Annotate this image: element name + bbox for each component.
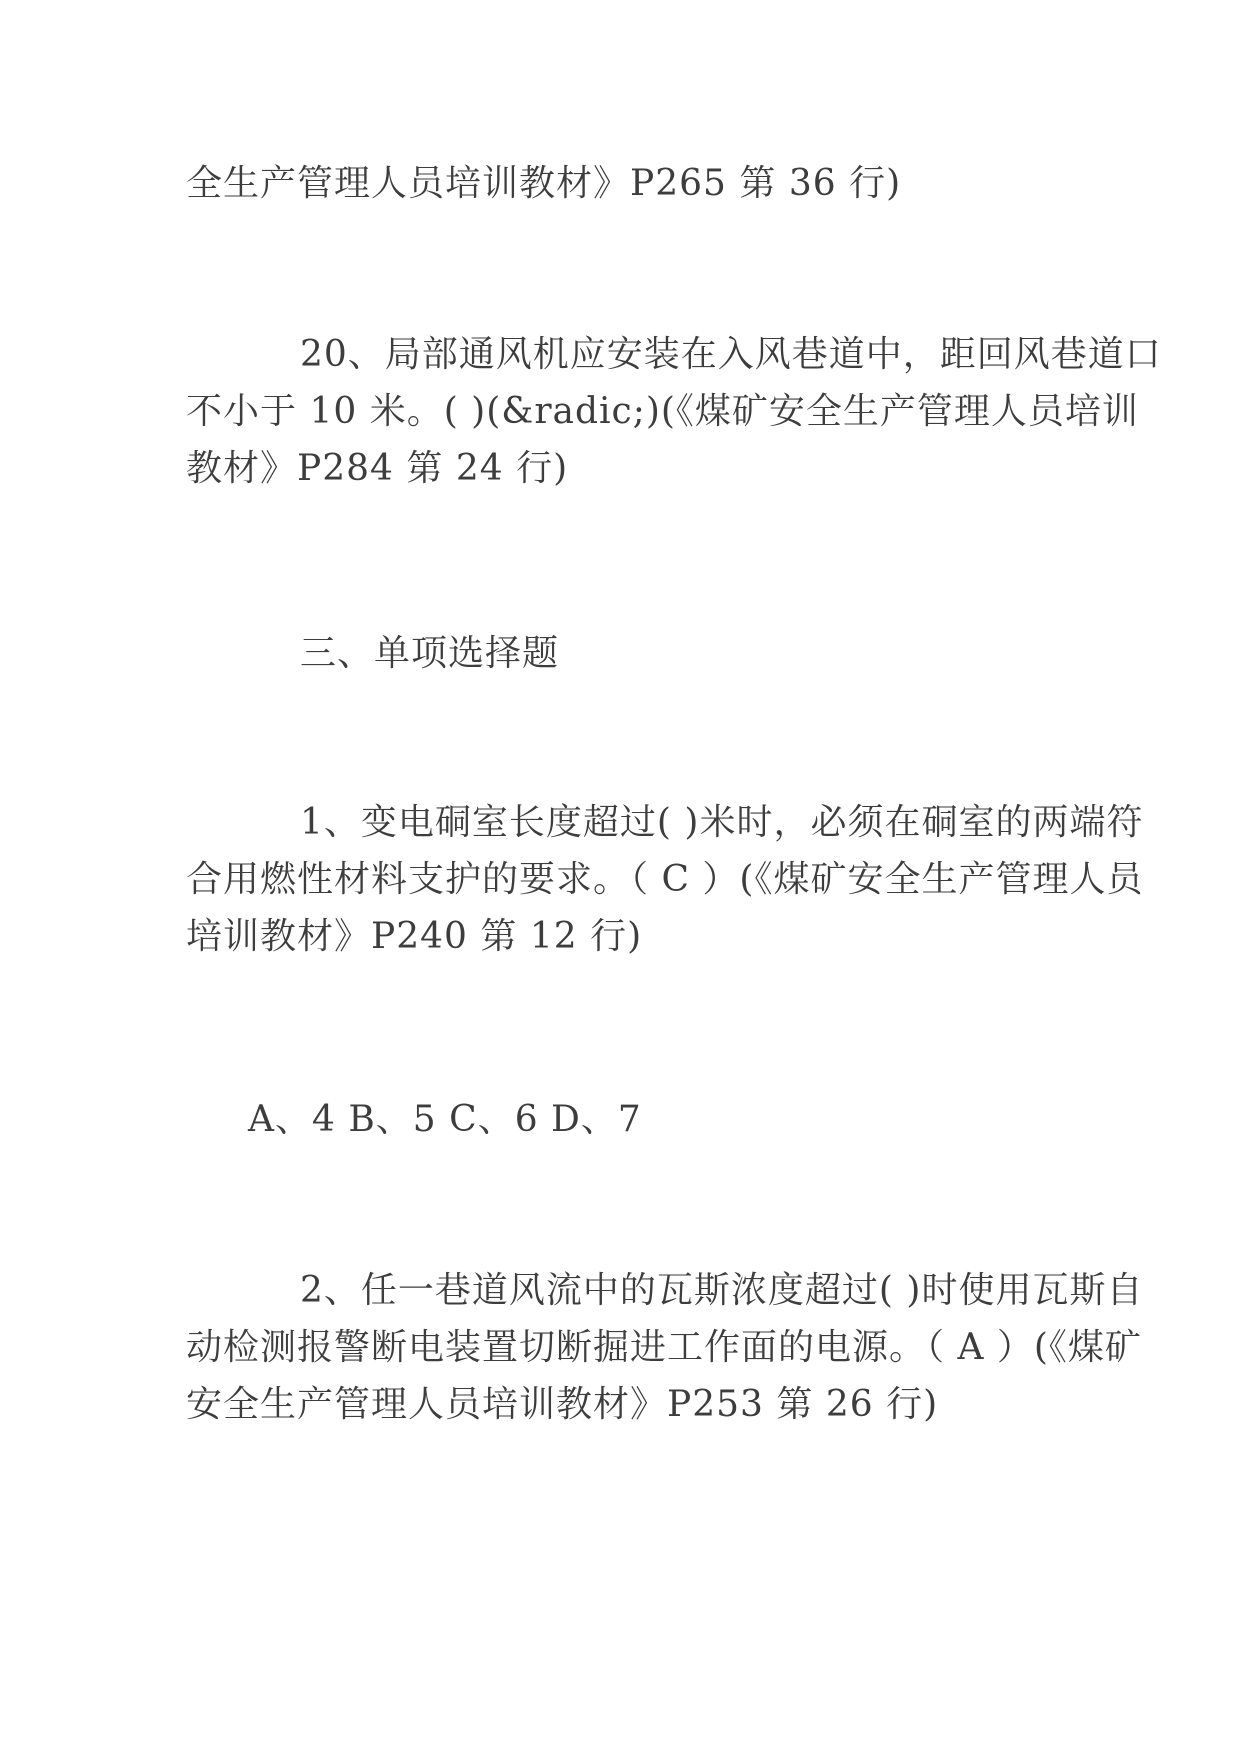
document-text-column <box>186 155 1162 1433</box>
text-line: 三、单项选择题 <box>300 633 560 674</box>
text-line: 合用燃性材料支护的要求。（ C ）(《煤矿安全生产管理人员 <box>186 859 1144 900</box>
text-line: 培训教材》P240 第 12 行) <box>186 916 643 957</box>
section-heading <box>186 625 1050 682</box>
text-line: 1、变电硐室长度超过( )米时，必须在硐室的两端符 <box>300 802 1144 843</box>
text-line: 安全生产管理人员培训教材》P253 第 26 行) <box>186 1384 939 1425</box>
text-line: 全生产管理人员培训教材》P265 第 36 行) <box>186 163 902 204</box>
text-line: 教材》P284 第 24 行) <box>186 448 569 489</box>
text-line: 20、局部通风机应安装在入风巷道中，距回风巷道口 <box>300 334 1162 375</box>
choice-options-line <box>186 1091 1050 1148</box>
text-line: A、4 B、5 C、6 D、7 <box>248 1099 642 1140</box>
paragraph <box>186 794 1144 965</box>
paragraph <box>186 155 1050 212</box>
text-line: 2、任一巷道风流中的瓦斯浓度超过( )时使用瓦斯自 <box>300 1270 1144 1311</box>
text-line: 动检测报警断电装置切断掘进工作面的电源。（ A ）(《煤矿 <box>186 1327 1142 1368</box>
paragraph <box>186 1262 1144 1433</box>
paragraph <box>186 326 1162 497</box>
text-line: 不小于 10 米。( )(&radic;)(《煤矿安全生产管理人员培训 <box>186 391 1139 432</box>
